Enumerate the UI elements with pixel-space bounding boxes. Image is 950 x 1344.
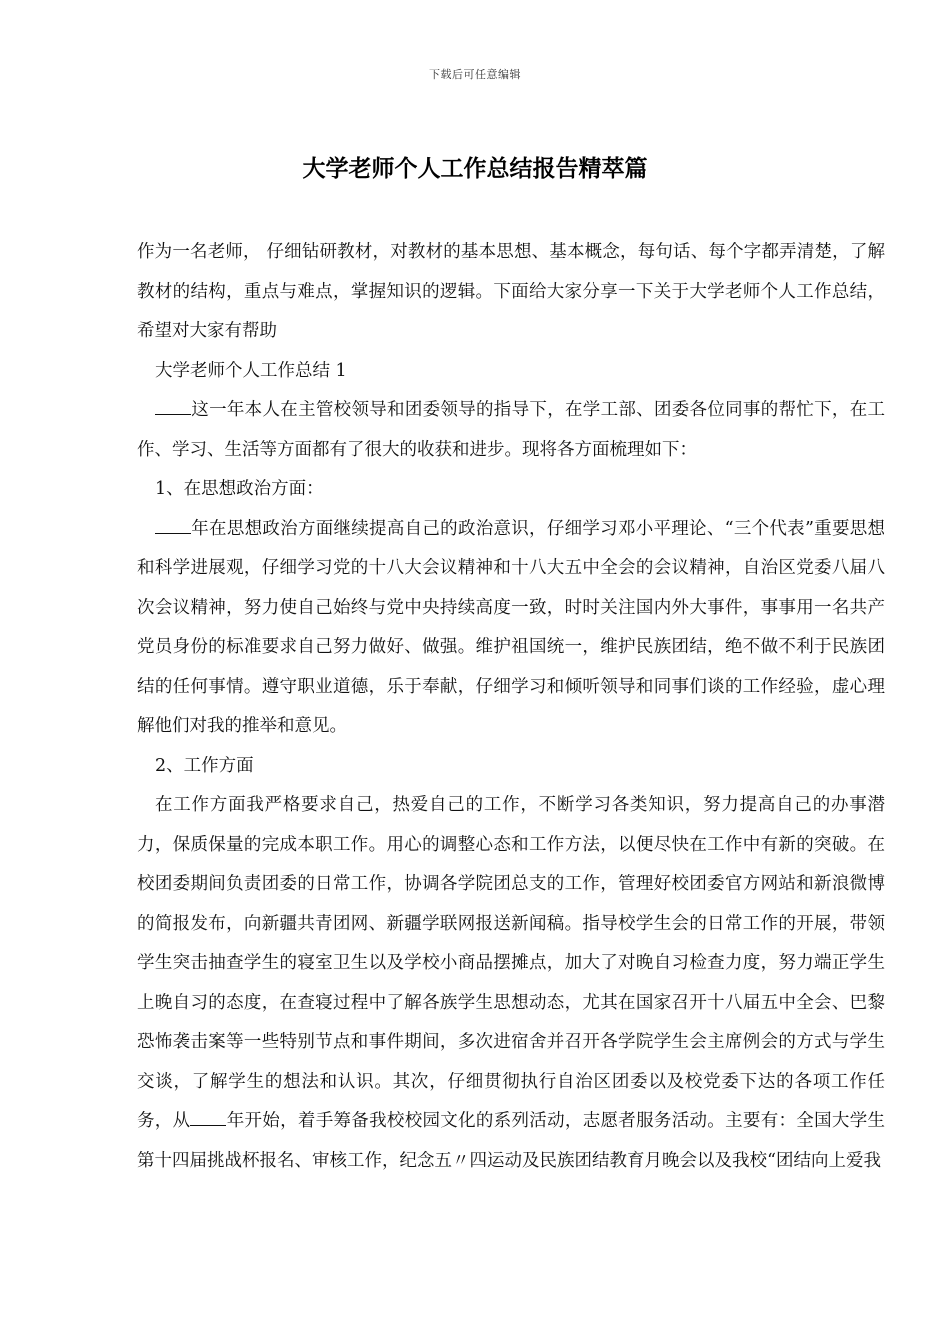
fill-in-blank [155,519,191,534]
subheading-political: 1、在思想政治方面： [155,479,324,499]
fill-in-blank [155,400,191,415]
subheading-work: 2、工作方面 [155,755,254,776]
intro-paragraph: 作为一名老师， 仔细钻研教材，对教材的基本思想、基本概念，每句话、每个字都弄清楚，了解教材的结构，重点与难点，掌握知识的逻辑。下面给大家分享一下关于大学老师个人工作总结，希望对大家有帮助 [137,242,885,341]
paragraph-2 [137,510,885,747]
header-note: 下载后可任意编辑 [429,68,521,81]
paragraph-3-text-b: 年开始，着手筹备我校校园文化的系列活动，志愿者服务活动。主要有：全国大学生第十四届挑战杯报名、审核工作，纪念五〃四运动及民族团结教育月晚会以及我校“团结向上爱我 [137,1111,886,1171]
paragraph-3 [137,786,885,1181]
paragraph-1-text: 这一年本人在主管校领导和团委领导的指导下，在学工部、团委各位同事的帮忙下，在工作、学习、生活等方面都有了很大的收获和进步。现将各方面梳理如下： [137,400,885,460]
paragraph-3-text-a: 在工作方面我严格要求自己，热爱自己的工作，不断学习各类知识，努力提高自己的办事潜力，保质保量的完成本职工作。用心的调整心态和工作方法，以便尽快在工作中有新的突破。在校团委期间负责团委的日常工作，协调各学院团总支的工作，管理好校团委官方网站和新浪微博的简报发布，向新疆共青团网、新疆学联网报送新闻稿。指导校学生会的日常工作的开展，带领学生突击抽查学生的寝室卫生以及学校小商品摆摊点，加大了对晚自习检查力度，努力端正学生上晚自习的态度，在查寝过程中了解各族学生思想动态，尤其在国家召开十八届五中全会、巴黎恐怖袭击案等一些特别节点和事件期间，多次进宿舍并召开各学院学生会主席例会的方式与学生交谈，了解学生的想法和认识。其次，仔细贯彻执行自治区团委以及校党委下达的各项工作任务，从 [137,795,885,1131]
section-heading: 大学老师个人工作总结 1 [155,360,347,381]
paragraph-1 [137,391,885,470]
document-body [137,233,885,1181]
paragraph-2-text: 年在思想政治方面继续提高自己的政治意识，仔细学习邓小平理论、“三个代表”重要思想和科学进展观，仔细学习党的十八大会议精神和十八大五中全会的会议精神，自治区党委八届八次会议精神，努力使自己始终与党中央持续高度一致，时时关注国内外大事件，事事用一名共产党员身份的标准要求自己努力做好、做强。维护祖国统一，维护民族团结，绝不做不利于民族团结的任何事情。遵守职业道德，乐于奉献，仔细学习和倾听领导和同事们谈的工作经验，虚心理解他们对我的推举和意见。 [137,518,885,736]
fill-in-blank [190,1111,226,1126]
document-title: 大学老师个人工作总结报告精萃篇 [302,156,648,182]
